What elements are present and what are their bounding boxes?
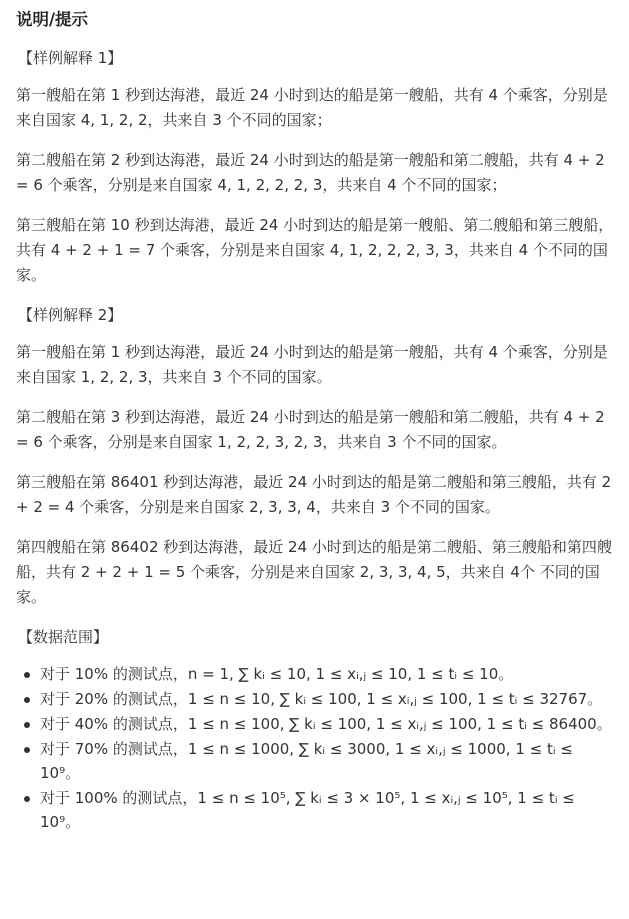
constraint-item-3: 对于 40% 的测试点，1 ≤ n ≤ 100, ∑ kᵢ ≤ 100, 1 ≤ xᵢ,ⱼ ≤ 100, 1 ≤ tᵢ ≤ 86400。	[16, 712, 615, 736]
sample2-paragraph-2: 第二艘船在第 3 秒到达海港，最近 24 小时到达的船是第一艘船和第二艘船，共有 4 + 2 = 6 个乘客，分别是来自国家 1, 2, 2, 3, 2, 3，共来自 3 个不同的国家。	[16, 408, 605, 451]
sample1-label: 【样例解释 1】	[18, 49, 123, 67]
sample1-paragraph-3: 第三艘船在第 10 秒到达海港，最近 24 小时到达的船是第一艘船、第二艘船和第三艘船，共有 4 + 2 + 1 = 7 个乘客，分别是来自国家 4, 1, 2, 2, 2, 3, 3，共来自 4 个不同的国家。	[16, 216, 614, 284]
sample1-paragraph-2: 第二艘船在第 2 秒到达海港，最近 24 小时到达的船是第一艘船和第二艘船，共有 4 + 2 = 6 个乘客，分别是来自国家 4, 1, 2, 2, 2, 3，共来自 4 个不同的国家；	[16, 151, 605, 194]
constraint-item-4: 对于 70% 的测试点，1 ≤ n ≤ 1000, ∑ kᵢ ≤ 3000, 1 ≤ xᵢ,ⱼ ≤ 1000, 1 ≤ tᵢ ≤ 10⁹。	[16, 737, 615, 785]
section-title: 说明/提示	[16, 10, 89, 29]
constraints-label: 【数据范围】	[18, 628, 109, 646]
constraint-item-1: 对于 10% 的测试点，n = 1, ∑ kᵢ ≤ 10, 1 ≤ xᵢ,ⱼ ≤ 10, 1 ≤ tᵢ ≤ 10。	[16, 662, 615, 686]
sample2-paragraph-4: 第四艘船在第 86402 秒到达海港，最近 24 小时到达的船是第二艘船、第三艘船和第四艘船，共有 2 + 2 + 1 = 5 个乘客，分别是来自国家 2, 3, 3, 4, 5，共来自 4个 不同的国家。	[16, 538, 612, 606]
constraint-item-2: 对于 20% 的测试点，1 ≤ n ≤ 10, ∑ kᵢ ≤ 100, 1 ≤ xᵢ,ⱼ ≤ 100, 1 ≤ tᵢ ≤ 32767。	[16, 687, 615, 711]
constraints-list	[16, 662, 615, 834]
sample1-paragraph-1: 第一艘船在第 1 秒到达海港，最近 24 小时到达的船是第一艘船，共有 4 个乘客，分别是来自国家 4, 1, 2, 2，共来自 3 个不同的国家；	[16, 86, 608, 129]
constraint-item-5: 对于 100% 的测试点，1 ≤ n ≤ 10⁵, ∑ kᵢ ≤ 3 × 10⁵, 1 ≤ xᵢ,ⱼ ≤ 10⁵, 1 ≤ tᵢ ≤ 10⁹。	[16, 786, 615, 834]
sample2-label: 【样例解释 2】	[18, 306, 123, 324]
sample2-paragraph-3: 第三艘船在第 86401 秒到达海港，最近 24 小时到达的船是第二艘船和第三艘船，共有 2 + 2 = 4 个乘客，分别是来自国家 2, 3, 3, 4，共来自 3 个不同的国家。	[16, 473, 612, 516]
sample2-paragraph-1: 第一艘船在第 1 秒到达海港，最近 24 小时到达的船是第一艘船，共有 4 个乘客，分别是来自国家 1, 2, 2, 3，共来自 3 个不同的国家。	[16, 343, 608, 386]
